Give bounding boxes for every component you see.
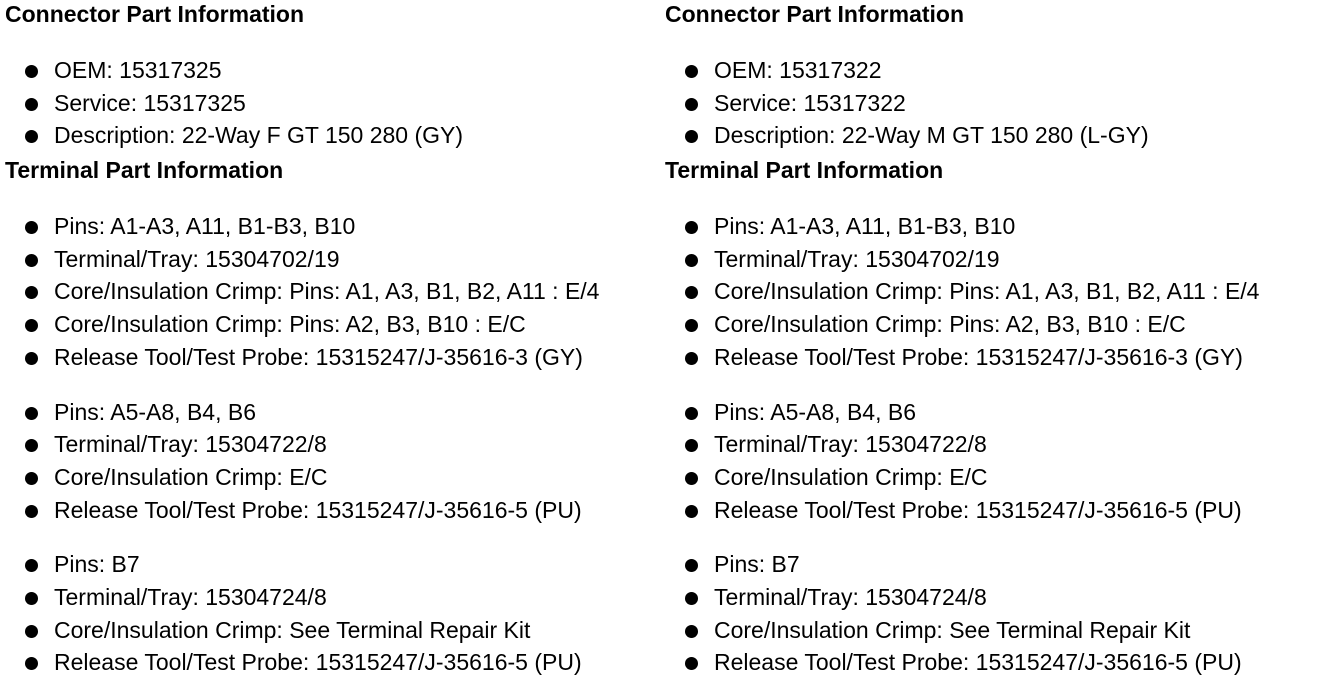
bullet-icon (25, 254, 38, 267)
list-item (665, 54, 1325, 87)
bullet-icon (25, 505, 38, 518)
bullet-icon (685, 65, 698, 78)
list-item (665, 461, 1325, 494)
bullet-icon (25, 98, 38, 111)
bullet-icon (685, 472, 698, 485)
bullet-icon (685, 221, 698, 234)
bullet-icon (25, 130, 38, 143)
list-item (665, 119, 1325, 152)
list-item-text: Release Tool/Test Probe: 15315247/J-35616-3 (GY) (714, 343, 1243, 370)
list-item (5, 581, 665, 614)
list-item (5, 428, 665, 461)
list-item-text: Pins: A1-A3, A11, B1-B3, B10 (54, 213, 356, 240)
terminal-group-list (5, 396, 665, 527)
list-item-text: Pins: B7 (714, 551, 800, 578)
list-item (5, 243, 665, 276)
list-item (5, 461, 665, 494)
connector-heading: Connector Part Information (665, 1, 965, 27)
bullet-icon (25, 439, 38, 452)
list-item-text: Core/Insulation Crimp: See Terminal Repair Kit (54, 616, 531, 643)
bullet-icon (685, 505, 698, 518)
list-item-text: OEM: 15317322 (714, 57, 882, 83)
bullet-icon (25, 407, 38, 420)
bullet-icon (25, 319, 38, 332)
bullet-icon (25, 472, 38, 485)
bullet-icon (25, 592, 38, 605)
bullet-icon (25, 221, 38, 234)
list-item-text: Pins: A1-A3, A11, B1-B3, B10 (714, 213, 1016, 240)
connector-info-list (665, 54, 1325, 152)
list-item-text: Description: 22-Way M GT 150 280 (L-GY) (714, 122, 1149, 149)
bullet-icon (685, 625, 698, 638)
bullet-icon (25, 559, 38, 572)
list-item (5, 396, 665, 429)
list-item (665, 548, 1325, 581)
list-item-text: Core/Insulation Crimp: Pins: A2, B3, B10 : E/C (54, 311, 526, 338)
list-item-text: Pins: B7 (54, 551, 140, 578)
list-item-text: Terminal/Tray: 15304722/8 (714, 431, 987, 458)
list-item-text: Terminal/Tray: 15304702/19 (54, 245, 340, 272)
terminal-heading: Terminal Part Information (5, 157, 284, 184)
bullet-icon (685, 592, 698, 605)
terminal-group-list (665, 548, 1325, 679)
list-item-text: Pins: A5-A8, B4, B6 (714, 398, 917, 425)
list-item (665, 581, 1325, 614)
bullet-icon (685, 286, 698, 299)
list-item (665, 87, 1325, 120)
bullet-icon (685, 559, 698, 572)
bullet-icon (25, 625, 38, 638)
bullet-icon (25, 352, 38, 365)
list-item (5, 87, 665, 120)
list-item (665, 396, 1325, 429)
list-item (5, 548, 665, 581)
list-item-text: Release Tool/Test Probe: 15315247/J-35616-5 (PU) (714, 649, 1242, 676)
terminal-heading: Terminal Part Information (665, 157, 944, 184)
terminal-group-list (5, 548, 665, 679)
list-item-text: Release Tool/Test Probe: 15315247/J-35616-5 (PU) (54, 649, 582, 676)
bullet-icon (685, 130, 698, 143)
list-item-text: Description: 22-Way F GT 150 280 (GY) (54, 122, 464, 149)
list-item (665, 243, 1325, 276)
list-item (5, 119, 665, 152)
list-item-text: Service: 15317322 (714, 89, 906, 116)
list-item (5, 275, 665, 308)
list-item (5, 614, 665, 647)
list-item-text: Core/Insulation Crimp: E/C (714, 463, 988, 490)
bullet-icon (685, 407, 698, 420)
list-item (5, 308, 665, 341)
list-item (665, 428, 1325, 461)
list-item-text: Core/Insulation Crimp: Pins: A2, B3, B10 : E/C (714, 311, 1186, 338)
list-item (665, 210, 1325, 243)
list-item (5, 646, 665, 679)
list-item-text: Core/Insulation Crimp: See Terminal Repair Kit (714, 616, 1191, 643)
list-item-text: Release Tool/Test Probe: 15315247/J-35616-5 (PU) (714, 496, 1242, 523)
terminal-group-list (665, 396, 1325, 527)
list-item-text: Terminal/Tray: 15304722/8 (54, 431, 327, 458)
list-item-text: Service: 15317325 (54, 89, 246, 116)
bullet-icon (25, 286, 38, 299)
list-item-text: OEM: 15317325 (54, 57, 222, 83)
list-item-text: Core/Insulation Crimp: Pins: A1, A3, B1, B2, A11 : E/4 (54, 278, 600, 305)
bullet-icon (685, 657, 698, 670)
right-column (665, 0, 1325, 679)
bullet-icon (25, 65, 38, 78)
terminal-group-list (665, 210, 1325, 373)
list-item-text: Terminal/Tray: 15304724/8 (714, 583, 987, 610)
list-item (5, 341, 665, 374)
list-item (5, 494, 665, 527)
list-item-text: Release Tool/Test Probe: 15315247/J-35616-5 (PU) (54, 496, 582, 523)
terminal-group-list (5, 210, 665, 373)
bullet-icon (685, 98, 698, 111)
bullet-icon (685, 439, 698, 452)
connector-heading: Connector Part Information (5, 1, 305, 27)
bullet-icon (685, 352, 698, 365)
list-item-text: Terminal/Tray: 15304724/8 (54, 583, 327, 610)
list-item-text: Terminal/Tray: 15304702/19 (714, 245, 1000, 272)
list-item-text: Core/Insulation Crimp: Pins: A1, A3, B1, B2, A11 : E/4 (714, 278, 1260, 305)
list-item (5, 54, 665, 87)
bullet-icon (685, 319, 698, 332)
list-item (665, 308, 1325, 341)
list-item (665, 494, 1325, 527)
left-column (5, 0, 665, 679)
list-item-text: Pins: A5-A8, B4, B6 (54, 398, 257, 425)
list-item (5, 210, 665, 243)
list-item (665, 341, 1325, 374)
list-item (665, 275, 1325, 308)
list-item (665, 614, 1325, 647)
list-item-text: Release Tool/Test Probe: 15315247/J-35616-3 (GY) (54, 343, 583, 370)
list-item (665, 646, 1325, 679)
bullet-icon (685, 254, 698, 267)
bullet-icon (25, 657, 38, 670)
connector-info-list (5, 54, 665, 152)
list-item-text: Core/Insulation Crimp: E/C (54, 463, 328, 490)
